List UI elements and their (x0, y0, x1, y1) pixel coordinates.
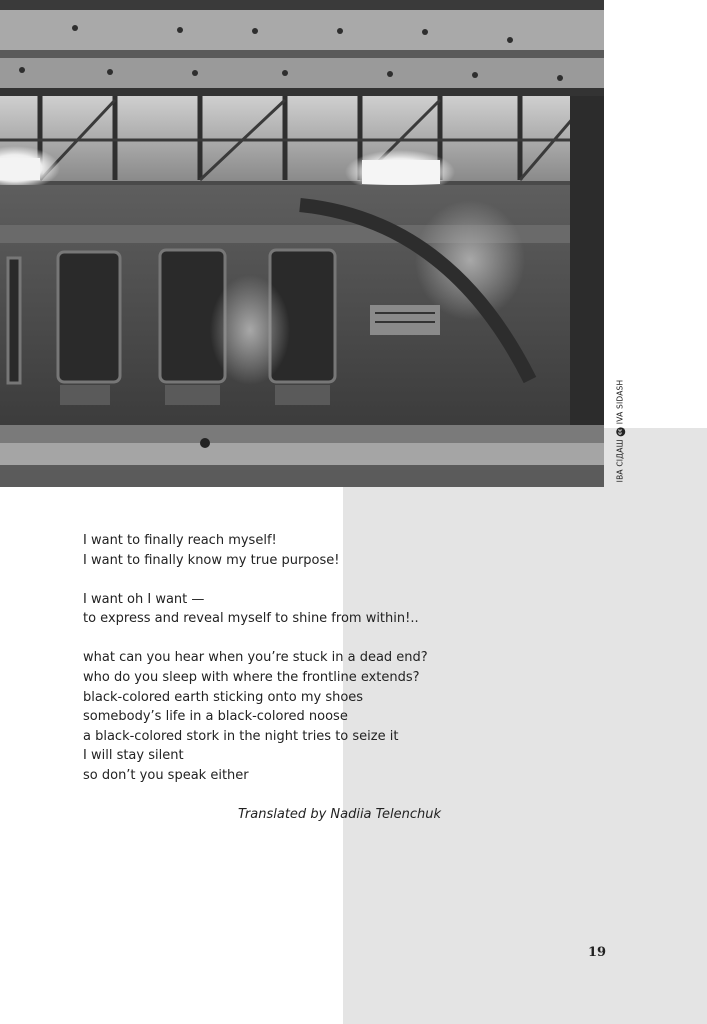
poem-line: I want oh I want — (83, 591, 205, 607)
poem-line: so don’t you speak either (83, 767, 249, 783)
poem-line: what can you hear when you’re stuck in a dead end? (83, 650, 428, 666)
translator-credit: Translated by Nadiia Telenchuk (238, 807, 441, 822)
poem-line: black-colored earth sticking onto my shoes (83, 689, 364, 705)
stanza-2 (83, 590, 603, 629)
poem-line: who do you sleep with where the frontline extends? (83, 669, 420, 685)
creative-commons-icon: cc (616, 428, 623, 435)
credit-name-ukrainian: ІВА СІДАШ (615, 439, 625, 483)
poem-line: a black-colored stork in the night tries to seize it (83, 728, 399, 744)
page-number: 19 (588, 945, 607, 960)
stanza-3 (83, 648, 603, 785)
stanza-1 (83, 531, 603, 570)
train-window-photo (0, 0, 604, 487)
poem-line: I want to finally reach myself! (83, 533, 277, 548)
poem-line: somebody’s life in a black-colored noose (83, 709, 348, 725)
photo-credit (603, 374, 637, 488)
poem-line: to express and reveal myself to shine from within!.. (83, 611, 419, 627)
credit-name-english: IVA SIDASH (615, 379, 625, 425)
poem-line: I want to finally know my true purpose! (83, 552, 340, 568)
poem-line: I will stay silent (83, 748, 184, 764)
poem (83, 531, 603, 805)
